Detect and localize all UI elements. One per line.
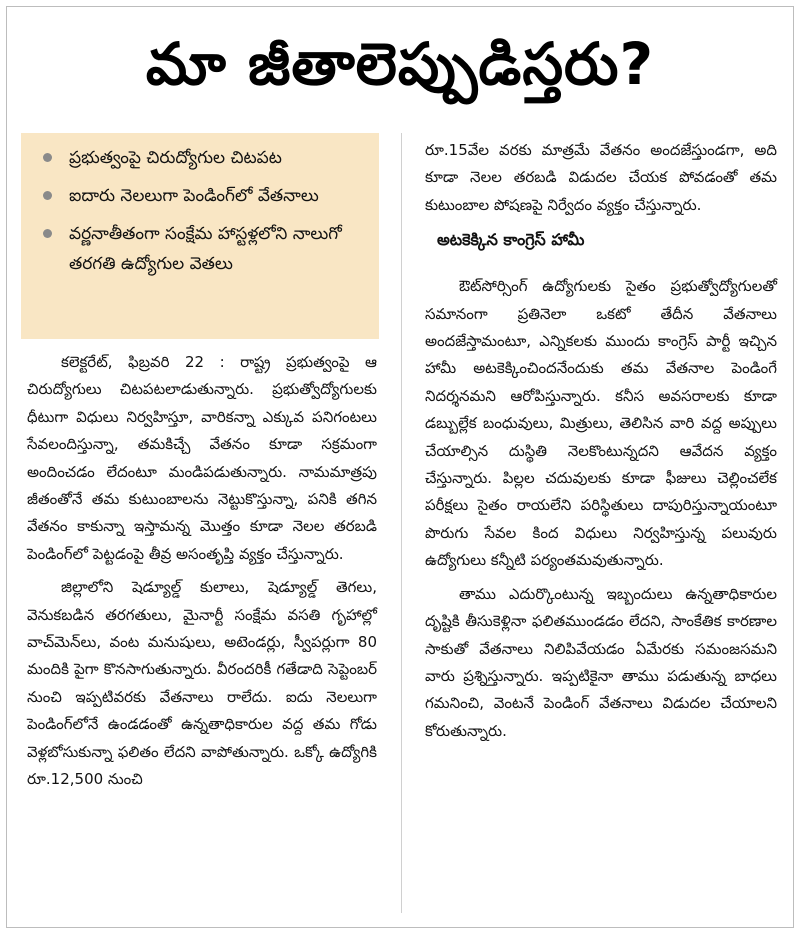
bullet-icon xyxy=(43,191,52,200)
paragraph: తాము ఎదుర్కొంటున్న ఇబ్బందులు ఉన్నతాధికారుల దృష్టికి తీసుకెళ్లినా ఫలితముండడం లేదని, సాంకేతిక కారణాల సాకుతో వేతనాలు నిలిపివేయడం ఏమేరకు సమంజసమని వారు ప్రశ్నిస్తున్నారు. ఇప్పటికైనా తాము పడుతున్న బాధలు గమనించి, వెంటనే పెండింగ్ వేతనాలు విడుదల చేయాలని కోరుతున్నారు. xyxy=(425,584,777,740)
highlight-text: ప్రభుత్వంపై చిరుద్యోగుల చిటపట xyxy=(69,148,282,168)
highlights-box xyxy=(21,133,379,339)
left-column xyxy=(27,349,377,800)
highlight-item xyxy=(35,181,371,211)
bullet-icon xyxy=(43,229,52,238)
subheading: అటకెక్కిన కాంగ్రెస్ హామీ xyxy=(437,230,585,250)
highlight-item xyxy=(35,143,371,173)
paragraph: ఔట్‌సోర్సింగ్ ఉద్యోగులకు సైతం ప్రభుత్వోద్యోగులతో సమానంగా ప్రతినెలా ఒకటో తేదీన వేతనాలు అందజేస్తామంటూ, ఎన్నికలకు ముందు కాంగ్రెస్ పార్టీ ఇచ్చిన హామీ అటకెక్కించిందనేందుకు తమ వేతనాల పెండింగే నిదర్శనమని ఆరోపిస్తున్నారు. కనీస అవసరాలకు కూడా డబ్బుల్లేక బంధువులు, మిత్రులు, తెలిసిన వారి వద్ద అప్పులు చేయాల్సిన దుస్థితి నెలకొంటున్నదని ఆవేదన వ్యక్తం చేస్తున్నారు. పిల్లల చదువులకు కూడా ఫీజులు చెల్లించలేక పరీక్షలు సైతం రాయలేని పరిస్థితులు దాపురిస్తున్నాయంటూ పొరుగు సేవల కింద విధులు నిర్వహిస్తున్న పలువురు ఉద్యోగులు కన్నీటి పర్యంతమవుతున్నారు. xyxy=(425,277,777,570)
paragraph-continued: రూ.15వేల వరకు మాత్రమే వేతనం అందజేస్తుండగా, అది కూడా నెలల తరబడి విడుదల చేయక పోవడంతో తమ కుటుంబాల పోషణపై నిర్వేదం వ్యక్తం చేస్తున్నారు. xyxy=(425,141,777,214)
headline: మా జీతాలెప్పుడిస్తరు? xyxy=(145,30,655,98)
column-divider xyxy=(401,133,402,913)
paragraph: జిల్లాలోని షెడ్యూల్డ్ కులాలు, షెడ్యూల్డ్ తెగలు, వెనుకబడిన తరగతులు, మైనార్టీ సంక్షేమ వసతి గృహాల్లో వాచ్‌మెన్‌లు, వంట మనుషులు, అటెండర్లు, స్వీపర్లుగా 80 మందికి పైగా కొనసాగుతున్నారు. వీరందరికీ గతేడాది సెప్టెంబర్ నుంచి ఇప్పటివరకు వేతనాలు రాలేదు. ఐదు నెలలుగా పెండింగ్‌లోనే ఉండడంతో ఉన్నతాధికారుల వద్ద తమ గోడు వెళ్లబోసుకున్నా ఫలితం లేదని వాపోతున్నారు. ఒక్కో ఉద్యోగికి రూ.12,500 నుంచి xyxy=(27,578,377,789)
news-clipping xyxy=(6,6,794,928)
paragraph: కలెక్టరేట్, ఫిబ్రవరి 22 : రాష్ట్ర ప్రభుత్వంపై ఆ చిరుద్యోగులు చిటపటలాడుతున్నారు. ప్రభుత్వోద్యోగులకు ధీటుగా విధులు నిర్వహిస్తూ, వారికన్నా ఎక్కువ పనిగంటలు సేవలందిస్తున్నా, తమకిచ్చే వేతనం కూడా సక్రమంగా అందించడం లేదంటూ మండిపడుతున్నారు. నామమాత్రపు జీతంతోనే తమ కుటుంబాలను నెట్టుకొస్తున్నా, పనికి తగిన వేతనం కాకున్నా ఇస్తామన్న మొత్తం కూడా నెలల తరబడి పెండింగ్‌లో పెట్టడంపై తీవ్ర అసంతృప్తి వ్యక్తం చేస్తున్నారు. xyxy=(27,353,377,563)
highlight-text: ఐదారు నెలలుగా పెండింగ్‌లో వేతనాలు xyxy=(69,186,319,206)
right-column xyxy=(425,137,777,751)
highlight-item xyxy=(35,219,371,279)
highlights-list xyxy=(35,143,371,279)
bullet-icon xyxy=(43,153,52,162)
highlight-text: వర్ణనాతీతంగా సంక్షేమ హాస్టళ్లలోని నాలుగో తరగతి ఉద్యోగుల వెతలు xyxy=(69,224,342,274)
